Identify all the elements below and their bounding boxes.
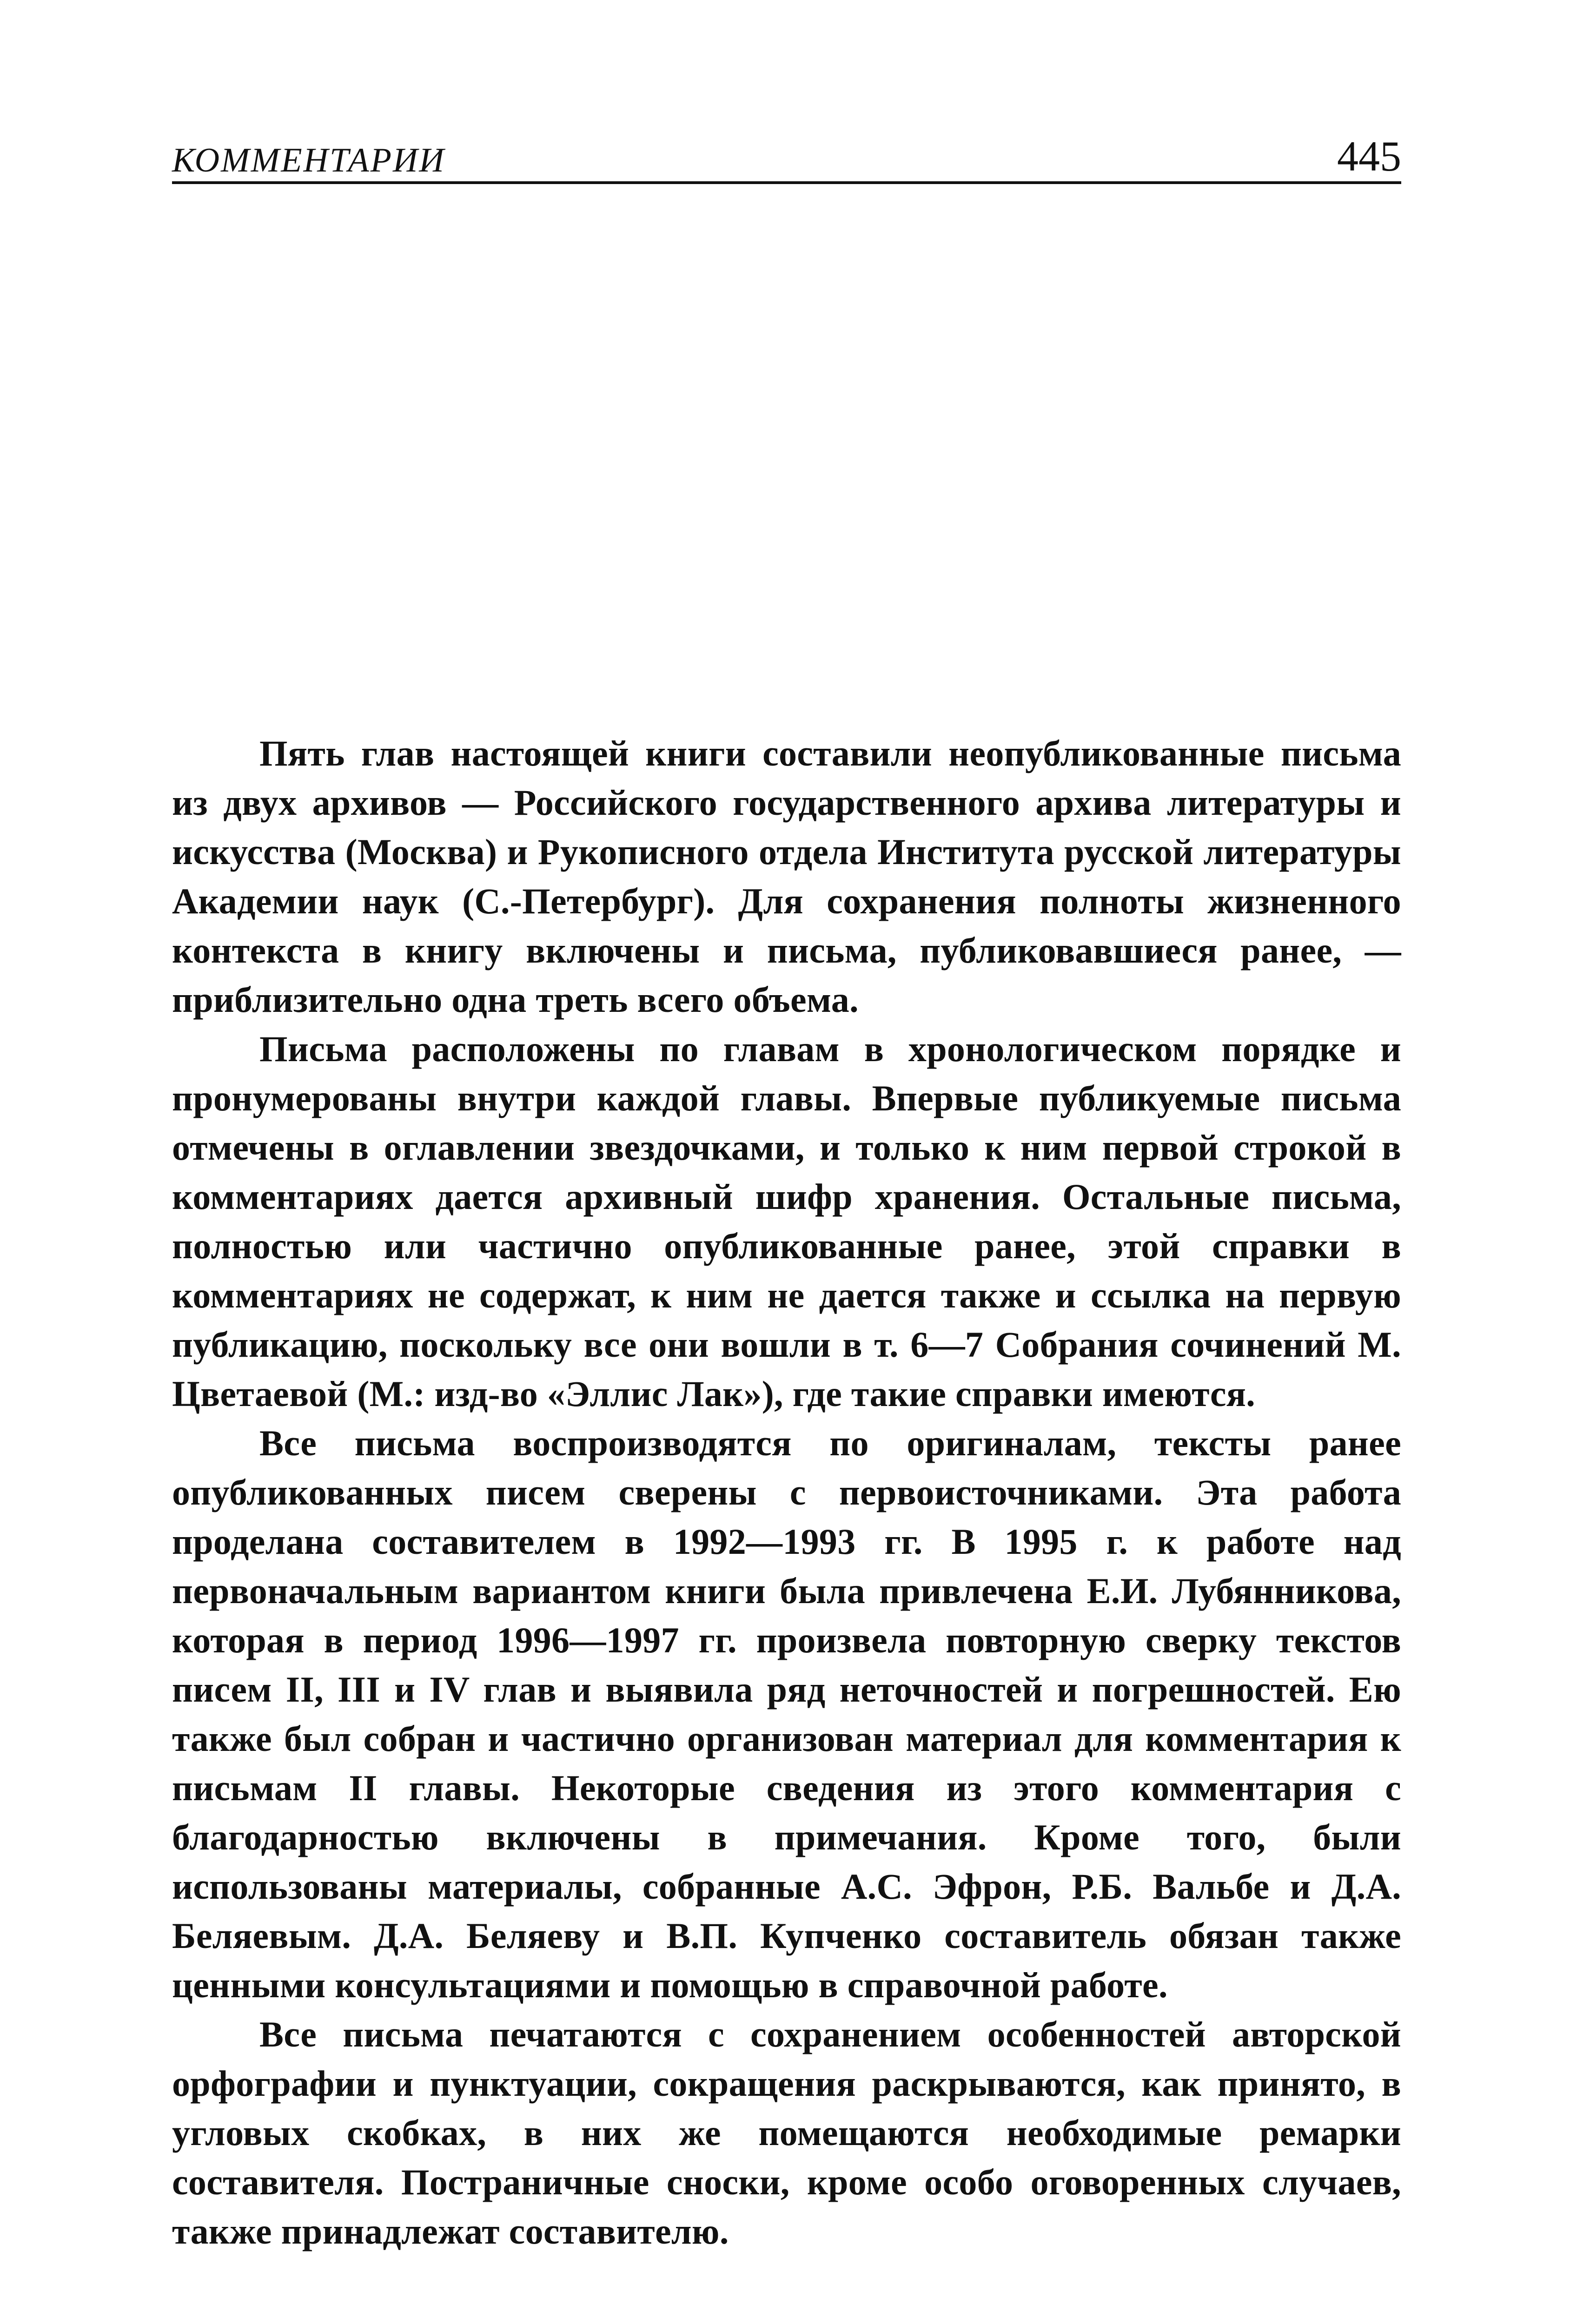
paragraph-2: Письма расположены по главам в хронологическом порядке и пронумерованы внутри каждой главы. Впервые публикуемые письма отмечены в оглавлении звездочками, и только к ним первой строкой в комментариях дается архивный шифр хранения. Остальные письма, полностью или частично опубликованные ранее, этой справки в комментариях не содержат, к ним не дается также и ссылка на первую публикацию, поскольку все они вошли в т. 6—7 Собрания сочинений М. Цветаевой (М.: изд-во «Эллис Лак»), где такие справки имеются. [172,1029,1401,1414]
running-header [172,129,1401,184]
paragraph-4: Все письма печатаются с сохранением особенностей авторской орфографии и пунктуации, сокращения раскрываются, как принято, в угловых скобках, в них же помещаются необходимые ремарки составителя. Постраничные сноски, кроме особо оговоренных случаев, также принадлежат составителю. [172,2014,1401,2251]
paragraph-1: Пять глав настоящей книги составили неопубликованные письма из двух архивов — Российского государственного архива литературы и искусства (Москва) и Рукописного отдела Института русской литературы Академии наук (С.-Петербург). Для сохранения полноты жизненного контекста в книгу включены и письма, публиковавшиеся ранее, — приблизительно одна треть всего объема. [172,733,1401,1020]
body-text [172,729,1401,2256]
paragraph-3: Все письма воспроизводятся по оригиналам, тексты ранее опубликованных писем сверены с первоисточниками. Эта работа проделана составителем в 1992—1993 гг. В 1995 г. к работе над первоначальным вариантом книги была привлечена Е.И. Лубянникова, которая в период 1996—1997 гг. произвела повторную сверку текстов писем II, III и IV глав и выявила ряд неточностей и погрешностей. Ею также был собран и частично организован материал для комментария к письмам II главы. Некоторые сведения из этого комментария с благодарностью включены в примечания. Кроме того, были использованы материалы, собранные А.С. Эфрон, Р.Б. Вальбе и Д.А. Беляевым. Д.А. Беляеву и В.П. Купченко составитель обязан также ценными консультациями и помощью в справочной работе. [172,1423,1401,2005]
running-title: КОММЕНТАРИИ [172,141,445,179]
page-number: 445 [1337,132,1401,180]
